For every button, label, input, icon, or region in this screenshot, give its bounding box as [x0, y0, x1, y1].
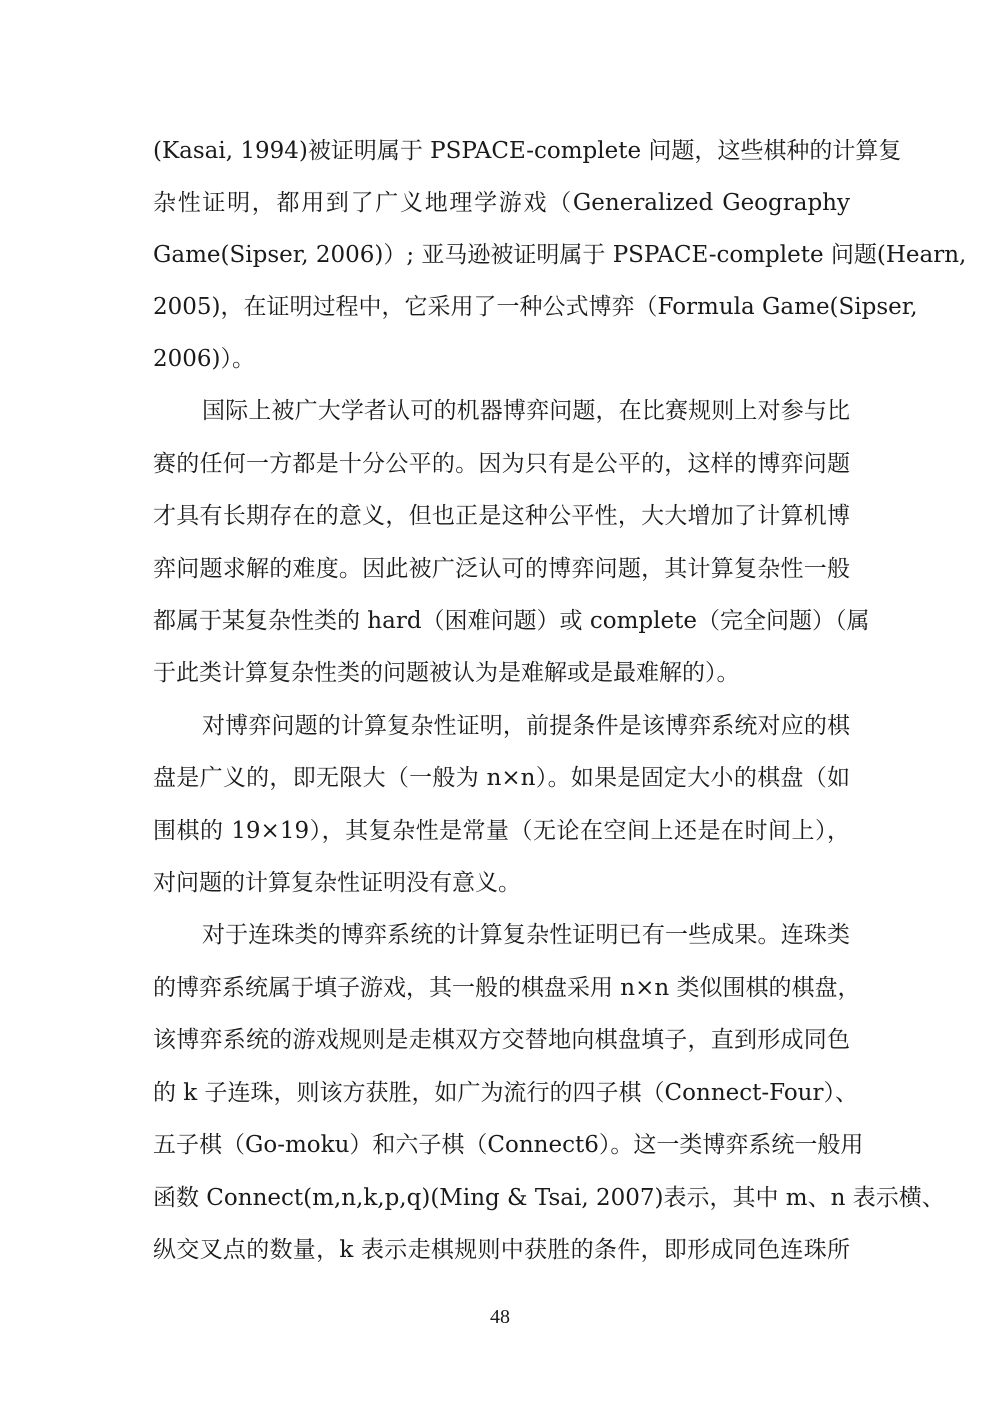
text-line: 的 k 子连珠，则该方获胜，如广为流行的四子棋（Connect-Four）、	[153, 1080, 858, 1106]
text-line: 纵交叉点的数量，k 表示走棋规则中获胜的条件，即形成同色连珠所	[153, 1237, 850, 1263]
text-line: (Kasai, 1994)被证明属于 PSPACE-complete 问题，这些棋种的计算复	[153, 138, 902, 164]
text-line: 对博弈问题的计算复杂性证明，前提条件是该博弈系统对应的棋	[202, 713, 850, 739]
text-line: 赛的任何一方都是十分公平的。因为只有是公平的，这样的博弈问题	[153, 451, 850, 477]
text-line: 2006)）。	[153, 346, 256, 372]
text-line: Game(Sipser, 2006)）; 亚马逊被证明属于 PSPACE-complete 问题(Hearn,	[153, 242, 967, 268]
text-line: 都属于某复杂性类的 hard（困难问题）或 complete（完全问题）（属	[153, 608, 870, 634]
text-line: 才具有长期存在的意义，但也正是这种公平性，大大增加了计算机博	[153, 503, 850, 529]
text-line: 对于连珠类的博弈系统的计算复杂性证明已有一些成果。连珠类	[202, 922, 850, 948]
text-line: 的博弈系统属于填子游戏，其一般的棋盘采用 n×n 类似围棋的棋盘，	[153, 975, 861, 1001]
text-line: 杂性证明，都用到了广义地理学游戏（Generalized Geography	[153, 190, 850, 216]
text-line: 函数 Connect(m,n,k,p,q)(Ming & Tsai, 2007)表示，其中 m、n 表示横、	[153, 1185, 945, 1211]
text-line: 于此类计算复杂性类的问题被认为是难解或是最难解的）。	[153, 660, 740, 686]
text-line: 围棋的 19×19），其复杂性是常量（无论在空间上还是在时间上），	[153, 818, 850, 844]
text-line: 该博弈系统的游戏规则是走棋双方交替地向棋盘填子，直到形成同色	[153, 1027, 850, 1053]
text-line: 对问题的计算复杂性证明没有意义。	[153, 870, 521, 896]
text-line: 盘是广义的，即无限大（一般为 n×n）。如果是固定大小的棋盘（如	[153, 765, 850, 791]
text-line: 五子棋（Go-moku）和六子棋（Connect6）。这一类博弈系统一般用	[153, 1132, 864, 1158]
text-line: 国际上被广大学者认可的机器博弈问题，在比赛规则上对参与比	[202, 398, 850, 424]
text-line: 2005)，在证明过程中，它采用了一种公式博弈（Formula Game(Sipser,	[153, 294, 918, 320]
page-number: 48	[490, 1306, 510, 1328]
text-line: 弈问题求解的难度。因此被广泛认可的博弈问题，其计算复杂性一般	[153, 556, 850, 582]
